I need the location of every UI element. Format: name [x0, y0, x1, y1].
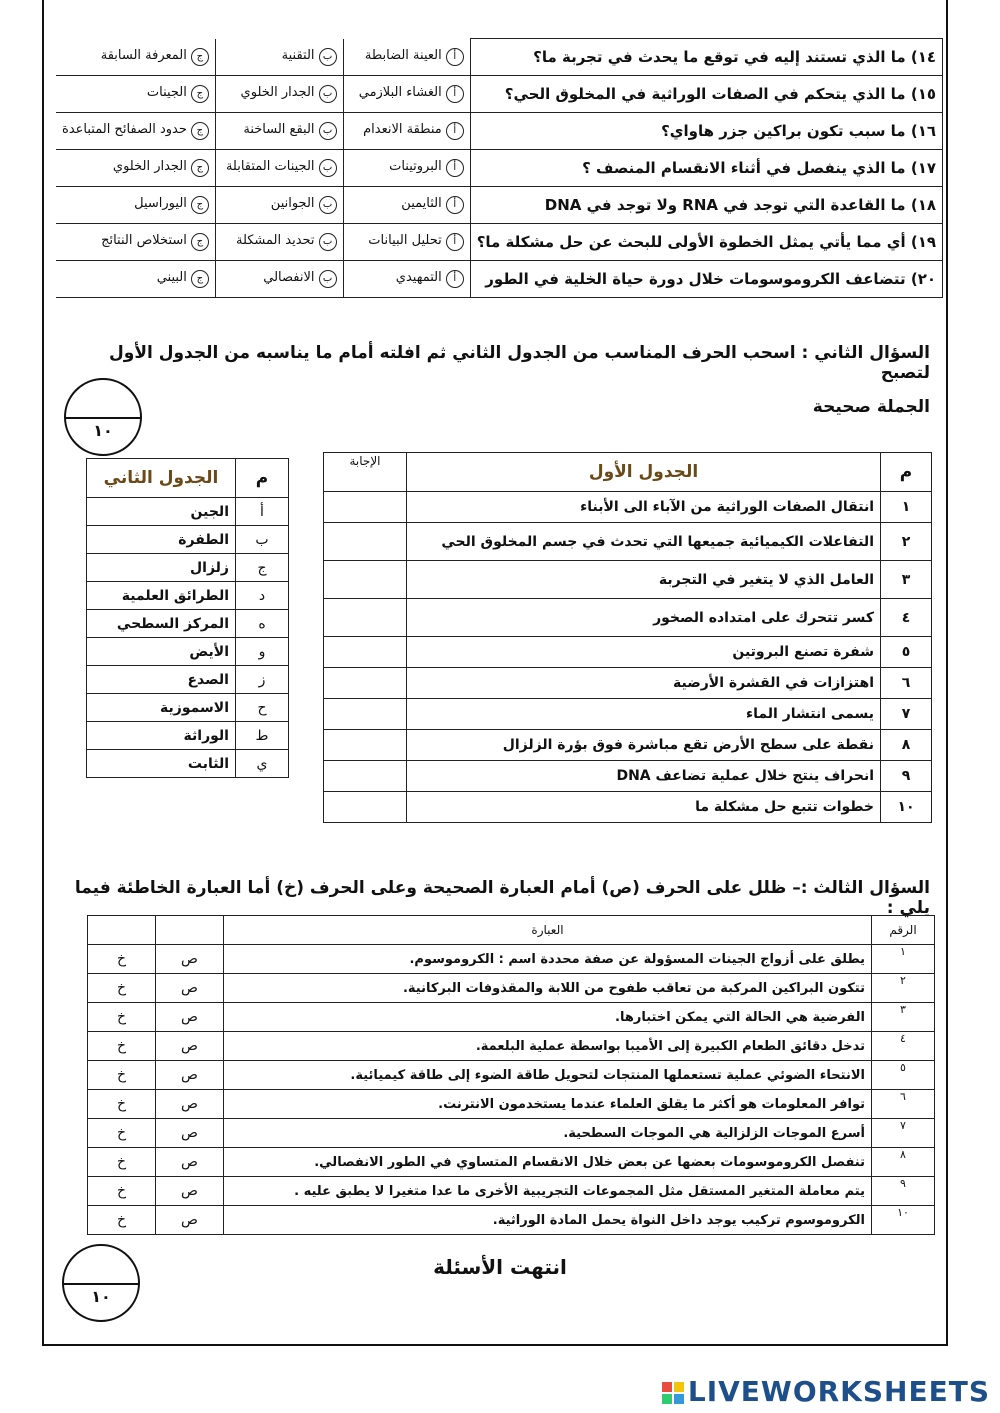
t3-row-num: ٦: [872, 1090, 935, 1119]
t1-row-text: التفاعلات الكيميائية جميعها التي تحدث في جسم المخلوق الحي: [407, 523, 881, 561]
option-letter: ج: [191, 85, 209, 103]
false-option[interactable]: خ: [88, 974, 156, 1003]
t1-answer-header: الإجابة: [324, 453, 407, 492]
t2-row: [87, 554, 289, 582]
t2-num-header: م: [236, 459, 289, 498]
t2-draggable-term[interactable]: الطفرة: [87, 526, 236, 554]
true-option[interactable]: ص: [156, 1119, 224, 1148]
mcq-row: [56, 261, 943, 298]
answer-drop-slot[interactable]: [324, 699, 407, 730]
t3-row-num: ٤: [872, 1032, 935, 1061]
t1-row: [324, 523, 932, 561]
true-option[interactable]: ص: [156, 1032, 224, 1061]
t2-row-letter: ب: [236, 526, 289, 554]
t1-header: الجدول الأول: [407, 453, 881, 492]
mcq-question: ١٦) ما سبب تكون براكين جزر هاواي؟: [470, 113, 942, 150]
t3-row-num: ٩: [872, 1177, 935, 1206]
t1-row-num: ١٠: [881, 792, 932, 823]
mcq-option-c[interactable]: [56, 261, 215, 298]
false-option[interactable]: خ: [88, 1032, 156, 1061]
t1-row: [324, 668, 932, 699]
option-letter: أ: [446, 270, 464, 288]
option-letter: ب: [319, 85, 337, 103]
mcq-option-b[interactable]: [215, 150, 343, 187]
t2-draggable-term[interactable]: الوراثة: [87, 722, 236, 750]
option-letter: ب: [319, 196, 337, 214]
t1-row-text: يسمى انتشار الماء: [407, 699, 881, 730]
t1-row-num: ٩: [881, 761, 932, 792]
q2-score: ١٠: [93, 421, 113, 440]
answer-drop-slot[interactable]: [324, 523, 407, 561]
t1-row-text: كسر تتحرك على امتداده الصخور: [407, 599, 881, 637]
t2-row: [87, 526, 289, 554]
mcq-option-a[interactable]: [343, 224, 470, 261]
t1-row: [324, 730, 932, 761]
true-option[interactable]: ص: [156, 1090, 224, 1119]
t3-row: [88, 1177, 935, 1206]
t2-row: [87, 666, 289, 694]
t3-statement: تتكون البراكين المركبة من تعاقب طفوح من اللابة والمقذوفات البركانية.: [224, 974, 872, 1003]
option-letter: أ: [446, 85, 464, 103]
t2-row: [87, 750, 289, 778]
t1-num-header: م: [881, 453, 932, 492]
mcq-option-b[interactable]: [215, 39, 343, 76]
t3-statement: تنفصل الكروموسومات بعضها عن بعض خلال الانقسام المتساوي في الطور الانفصالي.: [224, 1148, 872, 1177]
t3-statement: توافر المعلومات هو أكثر ما يقلق العلماء عندما يستخدمون الانترنت.: [224, 1090, 872, 1119]
option-letter: أ: [446, 159, 464, 177]
t2-header: الجدول الثاني: [87, 459, 236, 498]
q3-score: ١٠: [91, 1287, 111, 1306]
t1-row-num: ٨: [881, 730, 932, 761]
t1-row: [324, 599, 932, 637]
option-text: الجدار الخلوي: [112, 159, 187, 174]
true-option[interactable]: ص: [156, 945, 224, 974]
end-text: انتهت الأسئلة: [433, 1255, 567, 1279]
option-letter: ج: [191, 270, 209, 288]
false-option[interactable]: خ: [88, 1090, 156, 1119]
option-text: الجدار الخلوي: [240, 85, 315, 100]
t1-row-num: ٦: [881, 668, 932, 699]
t3-row: [88, 1148, 935, 1177]
t2-draggable-term[interactable]: الثابت: [87, 750, 236, 778]
mcq-option-b[interactable]: [215, 113, 343, 150]
t2-row: [87, 582, 289, 610]
t1-row-num: ٣: [881, 561, 932, 599]
option-text: البيني: [156, 270, 187, 285]
option-text: العينة الضابطة: [364, 47, 442, 63]
mcq-row: [56, 39, 943, 76]
true-option[interactable]: ص: [156, 1003, 224, 1032]
q2-title: السؤال الثاني : اسحب الحرف المناسب من الجدول الثاني ثم افلته أمام ما يناسبه من الجدول الأول لتصبح الجملة صحيحة: [109, 343, 930, 417]
false-option[interactable]: خ: [88, 1119, 156, 1148]
option-letter: ج: [191, 159, 209, 177]
option-letter: ج: [191, 122, 209, 140]
option-letter: ب: [319, 159, 337, 177]
t3-statement: الكروموسوم تركيب يوجد داخل النواة يحمل المادة الوراثية.: [224, 1206, 872, 1235]
q2-score-circle: [64, 378, 142, 456]
mcq-row: [56, 224, 943, 261]
answer-drop-slot[interactable]: [324, 792, 407, 823]
true-false-table: [87, 915, 935, 1235]
mcq-option-c[interactable]: [56, 187, 215, 224]
mcq-option-a[interactable]: [343, 150, 470, 187]
false-option[interactable]: خ: [88, 1177, 156, 1206]
t2-draggable-term[interactable]: الطرائق العلمية: [87, 582, 236, 610]
false-option[interactable]: خ: [88, 1003, 156, 1032]
option-text: الجينات: [146, 85, 187, 100]
mcq-question: ٢٠) تتضاعف الكروموسومات خلال دورة حياة الخلية في الطور: [470, 261, 942, 298]
option-letter: ج: [191, 233, 209, 251]
true-option[interactable]: ص: [156, 1061, 224, 1090]
mcq-option-c[interactable]: [56, 224, 215, 261]
t2-draggable-term[interactable]: الاسموزية: [87, 694, 236, 722]
q3-title: السؤال الثالث :– ظلل على الحرف (ص) أمام العبارة الصحيحة وعلى الحرف (خ) أما العبارة الخاطئة فيما يلي :: [74, 878, 930, 918]
t3-row: [88, 1003, 935, 1032]
t3-row: [88, 1090, 935, 1119]
t3-row-num: ٢: [872, 974, 935, 1003]
t3-row: [88, 974, 935, 1003]
false-option[interactable]: خ: [88, 1148, 156, 1177]
option-letter: ب: [319, 233, 337, 251]
answer-drop-slot[interactable]: [324, 492, 407, 523]
mcq-option-a[interactable]: [343, 113, 470, 150]
t3-statement: الانتحاء الضوئي عملية تستعملها المنتجات لتحويل طاقة الضوء إلى طاقة كيميائية.: [224, 1061, 872, 1090]
t2-row: [87, 610, 289, 638]
option-text: المعرفة السابقة: [100, 47, 187, 63]
false-option[interactable]: خ: [88, 1206, 156, 1235]
t2-row-letter: ط: [236, 722, 289, 750]
t2-row-letter: د: [236, 582, 289, 610]
mcq-option-b[interactable]: [215, 187, 343, 224]
option-text: منطقة الانعدام: [363, 122, 442, 137]
t3-statement: أسرع الموجات الزلزالية هي الموجات السطحية.: [224, 1119, 872, 1148]
option-text: التقنية: [281, 47, 315, 63]
option-text: تحديد المشكلة: [235, 233, 315, 248]
answer-drop-slot[interactable]: [324, 561, 407, 599]
second-table: [86, 458, 289, 778]
mcq-table: [56, 38, 943, 298]
mcq-option-c[interactable]: [56, 76, 215, 113]
t3-row-num: ١: [872, 945, 935, 974]
t2-row-letter: و: [236, 638, 289, 666]
option-letter: ج: [191, 48, 209, 66]
t2-draggable-term[interactable]: الأيض: [87, 638, 236, 666]
t3-statement: تدخل دقائق الطعام الكبيرة إلى الأميبا بواسطة عملية البلعمة.: [224, 1032, 872, 1061]
mcq-row: [56, 187, 943, 224]
t2-row: [87, 498, 289, 526]
mcq-option-a[interactable]: [343, 76, 470, 113]
t1-row-text: انتقال الصفات الوراثية من الآباء الى الأبناء: [407, 492, 881, 523]
mcq-option-b[interactable]: [215, 76, 343, 113]
option-letter: ب: [319, 122, 337, 140]
t2-row-letter: أ: [236, 498, 289, 526]
mcq-row: [56, 76, 943, 113]
t2-draggable-term[interactable]: الجين: [87, 498, 236, 526]
option-text: استخلاص النتائج: [101, 233, 187, 248]
first-table: [323, 452, 932, 823]
t1-row-num: ٧: [881, 699, 932, 730]
answer-drop-slot[interactable]: [324, 730, 407, 761]
brand-logo: [662, 1375, 990, 1408]
mcq-option-b[interactable]: [215, 224, 343, 261]
t2-draggable-term[interactable]: الصدع: [87, 666, 236, 694]
option-text: الجوانين: [270, 196, 315, 211]
t2-draggable-term[interactable]: المركز السطحي: [87, 610, 236, 638]
liveworksheets-logo-icon: [662, 1382, 684, 1404]
t1-row-num: ٢: [881, 523, 932, 561]
t1-row: [324, 561, 932, 599]
option-letter: ج: [191, 196, 209, 214]
t3-row-num: ٧: [872, 1119, 935, 1148]
t3-statement: يتم معاملة المتغير المستقل مثل المجموعات التجريبية الأخرى ما عدا متغيرا لا يطبق عليه .: [224, 1177, 872, 1206]
answer-drop-slot[interactable]: [324, 637, 407, 668]
t3-row-num: ٣: [872, 1003, 935, 1032]
mcq-option-a[interactable]: [343, 261, 470, 298]
t3-row-num: ٥: [872, 1061, 935, 1090]
mcq-row: [56, 150, 943, 187]
t2-draggable-term[interactable]: زلزال: [87, 554, 236, 582]
t3-row-num: ٨: [872, 1148, 935, 1177]
t3-row: [88, 1061, 935, 1090]
true-option[interactable]: ص: [156, 1148, 224, 1177]
t2-row: [87, 722, 289, 750]
t1-row-num: ٤: [881, 599, 932, 637]
t1-row: [324, 761, 932, 792]
option-text: البروتينات: [389, 159, 442, 174]
mcq-option-c[interactable]: [56, 39, 215, 76]
option-text: تحليل البيانات: [368, 233, 442, 248]
t2-row: [87, 638, 289, 666]
mcq-option-a[interactable]: [343, 187, 470, 224]
option-text: الانفصالي: [263, 270, 315, 285]
mcq-question: ١٨) ما القاعدة التي توجد في RNA ولا توجد في DNA: [470, 187, 942, 224]
mcq-option-b[interactable]: [215, 261, 343, 298]
mcq-question: ١٥) ما الذي يتحكم في الصفات الوراثية في المخلوق الحي؟: [470, 76, 942, 113]
option-text: اليوراسيل: [134, 196, 187, 211]
t1-row: [324, 637, 932, 668]
t3-row: [88, 1119, 935, 1148]
t2-row-letter: ج: [236, 554, 289, 582]
option-text: البقع الساخنة: [243, 122, 315, 137]
t1-row-text: خطوات تتبع حل مشكلة ما: [407, 792, 881, 823]
t1-row: [324, 792, 932, 823]
mcq-question: ١٩) أي مما يأتي يمثل الخطوة الأولى للبحث عن حل مشكلة ما؟: [470, 224, 942, 261]
t1-row-text: اهتزازات في القشرة الأرضية: [407, 668, 881, 699]
t3-num-header: الرقم: [872, 916, 935, 945]
t3-row: [88, 1032, 935, 1061]
t1-row-text: العامل الذي لا يتغير في التجربة: [407, 561, 881, 599]
answer-drop-slot[interactable]: [324, 668, 407, 699]
t2-row-letter: ح: [236, 694, 289, 722]
option-text: حدود الصفائح المتباعدة: [62, 122, 187, 137]
option-text: الثايمين: [401, 196, 442, 211]
option-text: الغشاء البلازمي: [358, 85, 442, 100]
t1-row: [324, 699, 932, 730]
option-letter: ب: [319, 270, 337, 288]
t1-row-text: انحراف ينتج خلال عملية تضاعف DNA: [407, 761, 881, 792]
mcq-option-c[interactable]: [56, 150, 215, 187]
brand-text: LIVEWORKSHEETS: [687, 1375, 990, 1408]
t3-row: [88, 945, 935, 974]
mcq-option-c[interactable]: [56, 113, 215, 150]
t1-row-text: شفرة تصنع البروتين: [407, 637, 881, 668]
true-option[interactable]: ص: [156, 1177, 224, 1206]
true-option[interactable]: ص: [156, 974, 224, 1003]
true-option[interactable]: ص: [156, 1206, 224, 1235]
mcq-question: ١٧) ما الذي ينفصل في أثناء الانقسام المنصف ؟: [470, 150, 942, 187]
t2-row-letter: ز: [236, 666, 289, 694]
mcq-row: [56, 113, 943, 150]
t1-row: [324, 492, 932, 523]
option-text: الجينات المتقابلة: [225, 159, 315, 174]
option-text: التمهيدي: [395, 270, 442, 285]
answer-drop-slot[interactable]: [324, 761, 407, 792]
t2-row-letter: ي: [236, 750, 289, 778]
t1-row-text: نقطة على سطح الأرض تقع مباشرة فوق بؤرة الزلزال: [407, 730, 881, 761]
option-letter: أ: [446, 233, 464, 251]
mcq-question: ١٤) ما الذي تستند إليه في توقع ما يحدث في تجربة ما؟: [470, 39, 942, 76]
option-letter: ب: [319, 48, 337, 66]
t1-row-num: ١: [881, 492, 932, 523]
false-option[interactable]: خ: [88, 945, 156, 974]
option-letter: أ: [446, 48, 464, 66]
t3-statement: يطلق على أزواج الجينات المسؤولة عن صفة محددة اسم : الكروموسوم.: [224, 945, 872, 974]
option-letter: أ: [446, 196, 464, 214]
option-letter: أ: [446, 122, 464, 140]
t3-row-num: ١٠: [872, 1206, 935, 1235]
t2-row-letter: ه: [236, 610, 289, 638]
t1-row-num: ٥: [881, 637, 932, 668]
false-option[interactable]: خ: [88, 1061, 156, 1090]
t3-text-header: العبارة: [224, 916, 872, 945]
answer-drop-slot[interactable]: [324, 599, 407, 637]
t2-row: [87, 694, 289, 722]
mcq-option-a[interactable]: [343, 39, 470, 76]
t3-statement: الفرضية هي الحالة التي يمكن اختبارها.: [224, 1003, 872, 1032]
t3-row: [88, 1206, 935, 1235]
